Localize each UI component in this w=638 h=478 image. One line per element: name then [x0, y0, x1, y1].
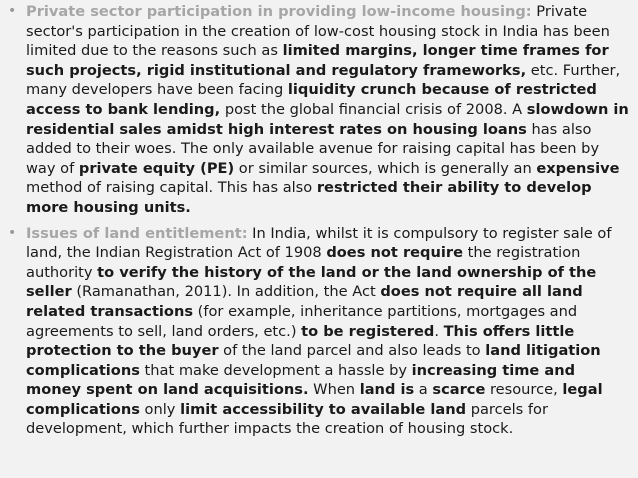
body-text: (Ramanathan, 2011). In addition, the Act: [71, 283, 381, 301]
emphasis-text: This offers little protection to the buyer: [26, 322, 575, 360]
emphasis-text: does not require: [326, 244, 463, 262]
emphasis-text: land litigation complications: [26, 342, 601, 379]
body-text: etc. Further, many developers have been facing: [26, 61, 621, 99]
bullet-private-sector: [8, 2, 632, 218]
body-text: In India, whilst it is compulsory to register sale of land, the Indian Registration Act of 1908: [26, 224, 612, 262]
body-text: Private sector's participation in the creation of low-cost housing stock in India has been limited due to the reasons such as: [26, 3, 610, 60]
body-text: post the global financial crisis of 2008. A: [220, 100, 527, 118]
section-heading: Issues of land entitlement:: [26, 224, 248, 242]
emphasis-text: limit accessibility to available land: [180, 400, 467, 418]
body-text: a: [414, 381, 433, 399]
emphasis-text: increasing time and money spent on land acquisitions.: [26, 361, 576, 399]
emphasis-text: private equity (PE): [78, 159, 235, 177]
bullet-text: [26, 224, 632, 440]
body-text: the registration authority: [26, 244, 581, 281]
bullet-text: [26, 2, 632, 218]
section-heading: Private sector participation in providing low-income housing:: [26, 3, 532, 20]
body-text: has also added to their woes. The only available avenue for raising capital has been by way of: [26, 120, 600, 177]
bullet-land-entitlement: [8, 224, 632, 440]
body-text: resource,: [485, 381, 563, 399]
body-text: .: [434, 322, 444, 340]
emphasis-text: does not require all land related transactions: [26, 283, 583, 320]
bullet-marker-icon: •: [8, 224, 17, 241]
body-text: only: [139, 400, 181, 418]
emphasis-text: slowdown in residential sales amidst high interest rates on housing loans: [26, 100, 629, 138]
emphasis-text: to be registered: [301, 322, 435, 340]
emphasis-text: restricted their ability to develop more housing units.: [26, 179, 592, 216]
body-text: parcels for development, which further impacts the creation of housing stock.: [26, 400, 548, 438]
emphasis-text: scarce: [432, 381, 486, 399]
emphasis-text: liquidity crunch because of restricted access to bank lending,: [26, 81, 597, 118]
body-text: (for example, inheritance partitions, mortgages and agreements to sell, land orders, etc.): [26, 302, 578, 340]
bullet-marker-icon: •: [8, 3, 17, 19]
emphasis-text: expensive: [536, 159, 620, 177]
emphasis-text: limited margins, longer time frames for such projects, rigid institutional and regulatory frameworks,: [26, 42, 609, 79]
body-text: When: [308, 381, 360, 399]
emphasis-text: land is: [359, 381, 415, 399]
body-text: that make development a hassle by: [139, 361, 412, 379]
emphasis-text: legal complications: [26, 381, 603, 418]
body-text: method of raising capital. This has also: [26, 179, 317, 197]
emphasis-text: to verify the history of the land or the land ownership of the seller: [26, 263, 597, 301]
body-text: of the land parcel and also leads to: [218, 342, 486, 360]
body-text: or similar sources, which is generally an: [234, 159, 537, 177]
